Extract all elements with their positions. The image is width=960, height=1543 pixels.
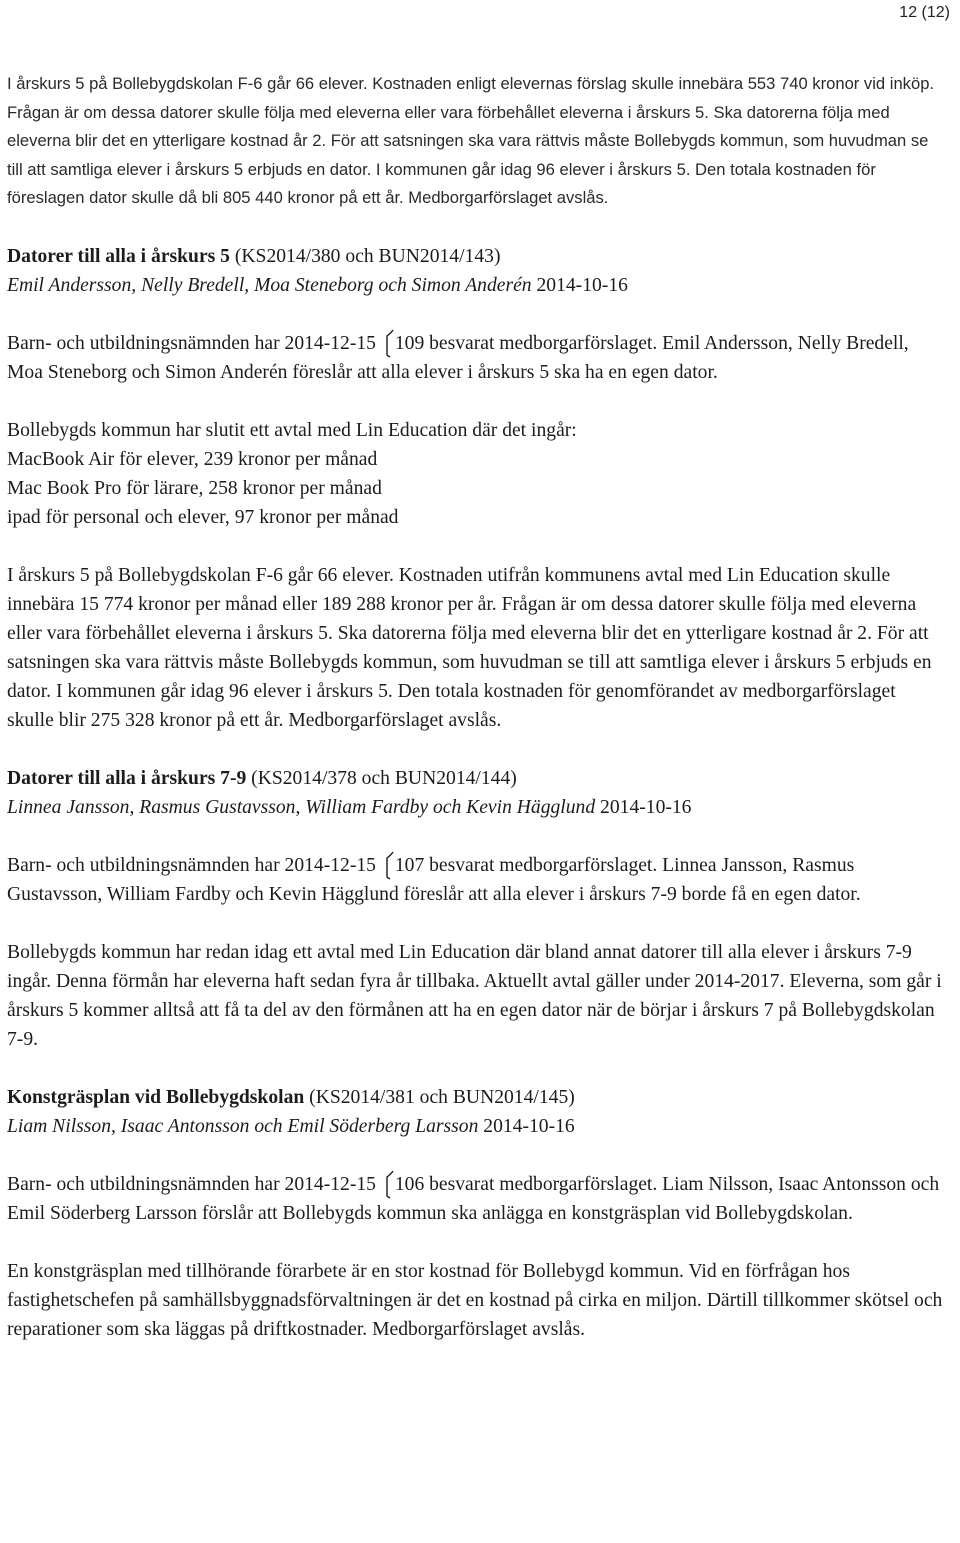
section-authors: Linnea Jansson, Rasmus Gustavsson, William Fardby och Kevin Hägglund <box>7 796 596 818</box>
section-title: Datorer till alla i årskurs 7-9 <box>7 767 247 789</box>
section-authors: Liam Nilsson, Isaac Antonsson och Emil Söderberg Larsson <box>7 1115 479 1137</box>
section-heading <box>7 764 947 793</box>
decision-paragraph: Barn- och utbildningsnämnden har 2014-12-15 107 besvarat medborgarförslaget. Linnea Jansson, Rasmus Gustavsson, William Fardby och Kevin Hägglund föreslår att alla elever i årskurs 7-9 borde få en egen dator. <box>7 851 947 909</box>
decision-paragraph: Barn- och utbildningsnämnden har 2014-12-15 106 besvarat medborgarförslaget. Liam Nilsson, Isaac Antonsson och Emil Söderberg Larsson förslår att Bollebygds kommun ska anlägga en konstgräsplan vid Bollebygdskolan. <box>7 1170 947 1228</box>
section-authors-line <box>7 793 947 822</box>
section-date: 2014-10-16 <box>531 274 628 296</box>
section-reference: (KS2014/381 och BUN2014/145) <box>304 1086 575 1108</box>
decision-paragraph: Barn- och utbildningsnämnden har 2014-12-15 109 besvarat medborgarförslaget. Emil Andersson, Nelly Bredell, Moa Steneborg och Simon Anderén föreslår att alla elever i årskurs 5 ska ha en egen dator. <box>7 329 947 387</box>
page-number: 12 (12) <box>899 4 950 21</box>
agreement-item: MacBook Air för elever, 239 kronor per månad <box>7 448 378 470</box>
section-reference: (KS2014/380 och BUN2014/143) <box>229 245 501 267</box>
section-heading <box>7 242 947 271</box>
document-body <box>7 70 947 1344</box>
section-heading <box>7 1083 947 1112</box>
body-paragraph: Bollebygds kommun har redan idag ett avtal med Lin Education där bland annat datorer till alla elever i årskurs 7-9 ingår. Denna förmån har eleverna haft sedan fyra år tillbaka. Aktuellt avtal gäller under 2014-2017. Eleverna, som går i årskurs 5 kommer alltså att få ta del av den förmånen att ha en egen dator när de börjar i årskurs 7 på Bollebygdskolan 7-9. <box>7 941 942 1050</box>
section-authors-line <box>7 271 947 300</box>
intro-paragraph: I årskurs 5 på Bollebygdskolan F-6 går 66 elever. Kostnaden enligt elevernas förslag skulle innebära 553 740 kronor vid inköp. Frågan är om dessa datorer skulle följa med eleverna eller vara förbehållet eleverna i årskurs 5. Ska datorerna följa med eleverna blir det en ytterligare kostnad år 2. För att satsningen ska vara rättvis måste Bollebygds kommun, som huvudman se till att samtliga elever i årskurs 5 erbjuds en dator. I kommunen går idag 96 elever i årskurs 5. Den totala kostnaden för föreslagen dator skulle då bli 805 440 kronor på ett år. Medborgarförslaget avslås. <box>7 74 935 207</box>
section-mark-icon <box>381 851 395 880</box>
conclusion-paragraph: I årskurs 5 på Bollebygdskolan F-6 går 66 elever. Kostnaden utifrån kommunens avtal med Lin Education skulle innebära 15 774 kronor per månad eller 189 288 kronor per år. Frågan är om dessa datorer skulle följa med eleverna eller vara förbehållet eleverna i årskurs 5. Ska datorerna följa med eleverna blir det en ytterligare kostnad år 2. För att satsningen ska vara rättvis måste Bollebygds kommun, som huvudman se till att samtliga elever i årskurs 5 erbjuds en dator. I kommunen går idag 96 elever i årskurs 5. Den totala kostnaden för genomförandet av medborgarförslaget skulle blir 275 328 kronor på ett år. Medborgarförslaget avslås. <box>7 564 932 731</box>
section-authors-line <box>7 1112 947 1141</box>
section-mark-icon <box>381 329 395 358</box>
section-reference: (KS2014/378 och BUN2014/144) <box>246 767 517 789</box>
section-mark-icon <box>381 1170 395 1199</box>
agreement-item: ipad för personal och elever, 97 kronor per månad <box>7 506 399 528</box>
section-date: 2014-10-16 <box>595 796 692 818</box>
agreement-item: Mac Book Pro för lärare, 258 kronor per månad <box>7 477 382 499</box>
body-paragraph: En konstgräsplan med tillhörande förarbete är en stor kostnad för Bollebygd kommun. Vid en förfrågan hos fastighetschefen på samhällsbyggnadsförvaltningen är det en kostnad på cirka en miljon. Därtill tillkommer skötsel och reparationer som ska läggas på driftkostnader. Medborgarförslaget avslås. <box>7 1260 943 1340</box>
agreement-intro: Bollebygds kommun har slutit ett avtal med Lin Education där det ingår: <box>7 419 577 441</box>
section-title: Konstgräsplan vid Bollebygdskolan <box>7 1086 305 1108</box>
section-date: 2014-10-16 <box>478 1115 575 1137</box>
section-authors: Emil Andersson, Nelly Bredell, Moa Steneborg och Simon Anderén <box>7 274 532 296</box>
section-title: Datorer till alla i årskurs 5 <box>7 245 230 267</box>
